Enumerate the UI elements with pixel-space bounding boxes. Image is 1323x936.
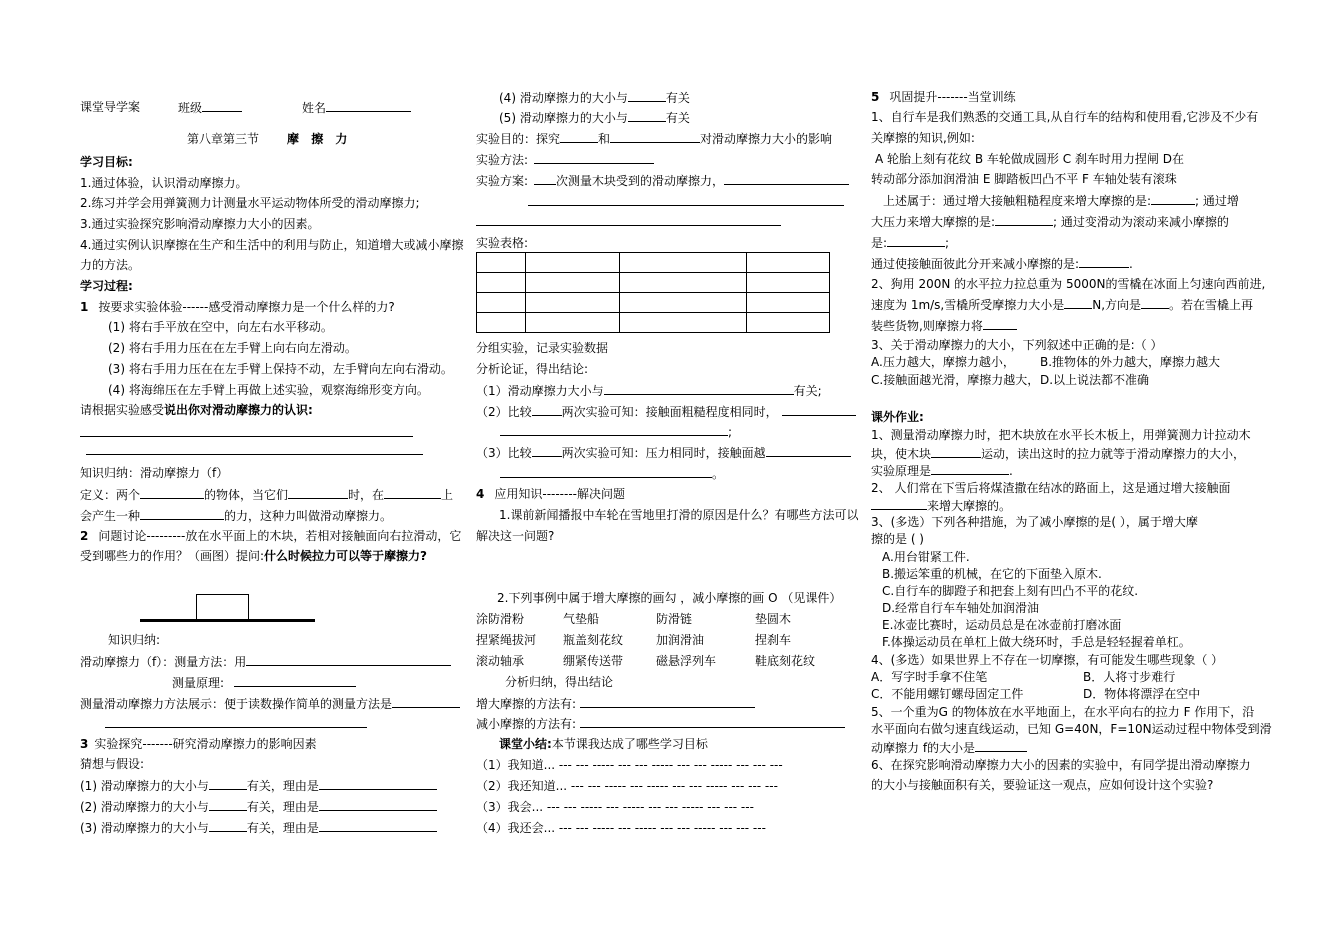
table-cell[interactable]: [620, 293, 747, 313]
homework-option: F.体操运动员在单杠上做大绕环时，手总是轻轻握着单杠。: [882, 635, 1191, 649]
section-2-line: [80, 548, 427, 564]
def-text: 的物体，当它们: [204, 488, 289, 502]
table-cell[interactable]: [747, 293, 830, 313]
section-3-title: [80, 736, 317, 752]
exercise-text: 关摩擦的知识,例如:: [871, 131, 975, 145]
measure-text: 测量滑动摩擦力方法展示：便于读数操作简单的测量方法是: [80, 697, 393, 711]
option-c: C．不能用螺钉螺母固定工件: [871, 687, 1024, 701]
definition-line: [80, 507, 392, 524]
table-cell[interactable]: [747, 273, 830, 293]
table-cell[interactable]: [526, 313, 620, 333]
analysis-text: 分析论证，得出结论:: [476, 362, 589, 376]
blank[interactable]: [1141, 296, 1169, 309]
guess-text: (4) 滑动摩擦力的大小与: [499, 91, 628, 105]
conclusion-text: 。: [712, 467, 725, 481]
option-d: D．物体将漂浮在空中: [1083, 687, 1201, 701]
goal-item: 1.通过体验，认识滑动摩擦力。: [80, 176, 248, 190]
blank[interactable]: [782, 403, 856, 416]
method-line: [476, 151, 654, 168]
guess-text: (1) 滑动摩擦力的大小与: [80, 779, 209, 793]
table-cell[interactable]: [620, 313, 747, 333]
homework-option: E.冰壶比赛时，运动员总是在冰壶前打磨冰面: [882, 618, 1122, 632]
table-cell[interactable]: [526, 253, 620, 273]
homework-heading: 课外作业:: [871, 410, 924, 424]
blank[interactable]: [534, 172, 556, 185]
page-title: [187, 131, 351, 147]
option-a: A．写字时手拿不住笔: [871, 670, 988, 684]
exercise-text: 3、关于滑动摩擦力的大小，下列叙述中正确的是:（ ）: [871, 338, 1163, 352]
conclusion-line: [476, 444, 851, 461]
blank[interactable]: [319, 777, 437, 790]
homework-option: A.用台钳紧工件.: [882, 550, 970, 564]
blank[interactable]: [983, 317, 1017, 330]
def-text: 的力，这种力叫做滑动摩擦力。: [224, 509, 393, 523]
goal-item: 力的方法。: [80, 258, 141, 272]
blank[interactable]: [384, 486, 441, 499]
section-title: 按要求实验体验------感受滑动摩擦力是一个什么样的力?: [98, 300, 395, 314]
homework-line: [871, 497, 1011, 514]
homework-text: 来增大摩擦的。: [927, 499, 1012, 513]
blank[interactable]: [628, 89, 666, 102]
prompt-bold: 说出你对滑动摩擦力的认识:: [164, 403, 313, 417]
table-cell[interactable]: [477, 293, 526, 313]
section-title: 巩固提升-------当堂训练: [889, 90, 1016, 104]
blank[interactable]: [246, 653, 451, 666]
blank[interactable]: [319, 798, 437, 811]
conclusion-text: 有关;: [793, 384, 822, 398]
answer-line[interactable]: [476, 225, 781, 226]
conclusion-line: [500, 423, 732, 440]
example-item: 涂防滑粉: [476, 612, 525, 626]
blank[interactable]: [995, 213, 1053, 226]
summary-text: 本节课我达成了哪些学习目标: [551, 737, 708, 751]
blank[interactable]: [140, 507, 224, 520]
class-label: 班级: [178, 101, 203, 115]
step-item: (1) 将右手平放在空中，向左右水平移动。: [108, 320, 333, 334]
blank[interactable]: [931, 462, 1009, 475]
blank[interactable]: [532, 444, 562, 457]
class-summary-heading: [499, 736, 708, 752]
section-1-title: [80, 299, 395, 315]
increase-label: 增大摩擦的方法有:: [476, 697, 577, 711]
answer-line[interactable]: [86, 454, 423, 455]
measure-text: 滑动摩擦力（f）：测量方法：用: [80, 655, 247, 669]
example-item: 鞋底刻花纹: [755, 654, 816, 668]
section-title: 实验探究-------研究滑动摩擦力的影响因素: [94, 737, 317, 751]
summary-heading: 知识归纳:: [108, 633, 161, 647]
section-title: 应用知识--------解决问题: [494, 487, 626, 501]
blank[interactable]: [628, 109, 666, 122]
step-item: (4) 将海绵压在左手臂上再做上述实验，观察海绵形变方向。: [108, 383, 429, 397]
exercise-text: 2、狗用 200N 的水平拉力拉总重为 5000N的雪橇在冰面上匀速向西前进,: [871, 277, 1266, 291]
blank[interactable]: [392, 695, 460, 708]
homework-text: 1、测量滑动摩擦力时，把木块放在水平长木板上，用弹簧测力计拉动木: [871, 428, 1251, 442]
homework-option: C.自行车的脚蹬子和把套上刻有凹凸不平的花纹.: [882, 584, 1139, 598]
homework-text: 2、 人们常在下雪后将煤渣撒在结冰的路面上，这是通过增大接触面: [871, 481, 1231, 495]
blank[interactable]: [209, 777, 247, 790]
chapter-label: 第八章第三节: [187, 132, 260, 146]
option-d: D.以上说法都不准确: [1040, 373, 1150, 387]
table-row: [477, 273, 830, 293]
summary-bold: 课堂小结:: [499, 737, 552, 751]
exercise-text: N,方向是: [1092, 298, 1142, 312]
table-cell[interactable]: [620, 253, 747, 273]
exercise-text: ;: [945, 236, 950, 250]
exercise-line: [871, 296, 1253, 313]
section-number: 4: [476, 487, 485, 501]
guess-text: 有关: [665, 111, 690, 125]
summary-item: （4）我还会... --- --- ----- --- ----- --- --- ----- --- --- ---: [476, 821, 766, 835]
section-4-title: [476, 486, 625, 502]
exercise-text: ; 通过增: [1195, 194, 1239, 208]
purpose-line: [476, 130, 832, 147]
guess-text: (3) 滑动摩擦力的大小与: [80, 821, 209, 835]
guess-item: [499, 89, 690, 106]
blank[interactable]: [209, 819, 247, 832]
measure-line: [80, 653, 451, 670]
guess-text: 有关，理由是: [246, 800, 319, 814]
homework-text: .: [1009, 464, 1013, 478]
step-item: (2) 将右手用力压在在左手臂上向右向左滑动。: [108, 341, 357, 355]
guess-item: [80, 777, 437, 794]
homework-option: B.搬运笨重的机械，在它的下面垫入原木.: [882, 567, 1102, 581]
table-cell[interactable]: [477, 313, 526, 333]
conclusion-line: [500, 465, 724, 482]
section-5-title: [871, 89, 1016, 105]
blank[interactable]: [532, 403, 562, 416]
induce-text: 分析归纳，得出结论: [505, 675, 614, 689]
exercise-line: [871, 317, 1017, 334]
class-field: [178, 99, 242, 116]
section-title: 问题讨论---------放在水平面上的木块，若相对接触面向右拉滑动，它: [98, 529, 462, 543]
example-item: 垫圆木: [755, 612, 792, 626]
goal-item: 3.通过实验探究影响滑动摩擦力大小的因素。: [80, 217, 320, 231]
option-c: C.接触面越光滑，摩擦力越大，: [871, 373, 1040, 387]
homework-text: 擦的是 ( ): [871, 532, 924, 546]
prompt-text: 请根据实验感受: [80, 403, 165, 417]
conclusion-text: （2）比较: [476, 405, 532, 419]
exercise-line: [871, 234, 949, 251]
def-text: 上: [441, 488, 454, 502]
conclusion-text: 两次实验可知：接触面粗糙程度相同时，: [561, 405, 778, 419]
goal-item: 2.练习并学会用弹簧测力计测量水平运动物体所受的滑动摩擦力;: [80, 196, 420, 210]
purpose-text: 对滑动摩擦力大小的影响: [700, 132, 833, 146]
question-text: 受到哪些力的作用？（画图）提问:: [80, 549, 265, 563]
guess-text: (5) 滑动摩擦力的大小与: [499, 111, 628, 125]
question-text: 1.课前新闻播报中车轮在雪地里打滑的原因是什么？有哪些方法可以: [499, 508, 859, 522]
table-label: 实验表格:: [476, 236, 529, 250]
example-item: 防滑链: [656, 612, 693, 626]
class-blank[interactable]: [202, 99, 242, 112]
guess-text: 有关，理由是: [246, 821, 319, 835]
homework-text: 实验原理是: [871, 464, 932, 478]
guess-item: [80, 819, 437, 836]
exercise-text: 大压力来增大摩擦的是:: [871, 215, 996, 229]
question-text: 2.下列事例中属于增大摩擦的画勾 ，减小摩擦的画 O （见课件）: [497, 591, 842, 605]
def-text: 时，在: [348, 488, 385, 502]
definition-line: [80, 486, 453, 503]
section-2-line: [80, 528, 461, 544]
def-text: 会产生一种: [80, 509, 141, 523]
exercise-options: 转动部分添加润滑油 E 脚踏板凹凸不平 F 车轴处装有滚珠: [871, 172, 1177, 186]
homework-text: 块，使木块: [871, 447, 932, 461]
wood-block: [196, 594, 249, 620]
experiment-table: [476, 252, 830, 333]
measure-line: [172, 674, 356, 691]
guess-item: [499, 109, 690, 126]
answer-line[interactable]: [80, 436, 413, 437]
blank[interactable]: [580, 695, 755, 708]
blank[interactable]: [871, 497, 927, 510]
table-cell[interactable]: [620, 273, 747, 293]
name-field: [302, 99, 411, 116]
section-number: 3: [80, 737, 89, 751]
blank[interactable]: [288, 486, 348, 499]
purpose-text: 实验目的：探究: [476, 132, 561, 146]
blank[interactable]: [766, 444, 851, 457]
summary-item: （3）我会... --- --- ----- --- ----- --- --- ----- --- --- ---: [476, 800, 754, 814]
blank[interactable]: [500, 465, 712, 478]
blank[interactable]: [580, 715, 845, 728]
table-cell[interactable]: [747, 253, 830, 273]
homework-text: 的大小与接触面积有关，要验证这一观点，应如何设计这个实验?: [871, 778, 1214, 792]
blank[interactable]: [1079, 255, 1129, 268]
question-bold: 什么时候拉力可以等于摩擦力?: [264, 549, 428, 563]
measure-text: 测量原理:: [172, 676, 225, 690]
blank[interactable]: [975, 739, 1027, 752]
exercise-text: 速度为 1m/s,雪橇所受摩擦力大小是: [871, 298, 1065, 312]
homework-text: 运动，读出这时的拉力就等于滑动摩擦力的大小，: [981, 447, 1246, 461]
blank[interactable]: [560, 130, 598, 143]
table-cell[interactable]: [477, 253, 526, 273]
process-heading: 学习过程:: [80, 279, 133, 293]
guess-heading: 猜想与假设:: [80, 757, 145, 771]
exercise-text: 是:: [871, 236, 888, 250]
guess-text: 有关: [665, 91, 690, 105]
example-item: 捏刹车: [755, 633, 792, 647]
prompt-line: [80, 402, 313, 418]
exercise-text: .: [1129, 257, 1133, 271]
conclusion-line: [476, 403, 856, 420]
measure-line: [80, 695, 460, 712]
conclusion-text: （3）比较: [476, 446, 532, 460]
worksheet-title: [80, 99, 140, 115]
homework-line: [871, 462, 1013, 479]
exercise-line: [871, 255, 1133, 272]
table-cell[interactable]: [477, 273, 526, 293]
example-item: 磁悬浮列车: [656, 654, 717, 668]
conclusion-text: （1）滑动摩擦力大小与: [476, 384, 604, 398]
exercise-text: ; 通过变滑动为滚动来减小摩擦的: [1053, 215, 1229, 229]
step-item: (3) 将右手用力压在在左手臂上保持不动，左手臂向左向右滑动。: [108, 362, 453, 376]
table-cell[interactable]: [526, 273, 620, 293]
doc-title: 课堂导学案: [80, 100, 141, 114]
option-a: A.压力越大，摩擦力越小，: [871, 355, 1015, 369]
section-number: 5: [871, 90, 880, 104]
blank[interactable]: [931, 445, 981, 458]
blank[interactable]: [887, 234, 945, 247]
answer-line[interactable]: [105, 727, 367, 728]
goals-heading: 学习目标:: [80, 155, 133, 169]
exercise-line: [871, 213, 1229, 230]
ground-surface: [140, 619, 315, 622]
blank[interactable]: [500, 423, 728, 436]
blank[interactable]: [140, 486, 204, 499]
exercise-line: [883, 192, 1239, 209]
summary-heading: 知识归纳：滑动摩擦力（f）: [80, 466, 229, 480]
blank[interactable]: [319, 819, 437, 832]
table-cell[interactable]: [526, 293, 620, 313]
table-row: [477, 253, 830, 273]
blank[interactable]: [610, 130, 700, 143]
conclusion-text: 两次实验可知：压力相同时，接触面越: [561, 446, 766, 460]
blank[interactable]: [534, 151, 654, 164]
increase-line: [476, 695, 755, 712]
exercise-text: 通过使接触面彼此分开来减小摩擦的是:: [871, 257, 1080, 271]
table-cell[interactable]: [747, 313, 830, 333]
homework-text: 5、一个重为G 的物体放在水平地面上，在水平向右的拉力 F 作用下，沿: [871, 705, 1255, 719]
block-on-surface-diagram: [140, 592, 315, 624]
example-item: 绷紧传送带: [563, 654, 624, 668]
example-item: 捏紧绳拔河: [476, 633, 537, 647]
exercise-text: 上述属于：通过增大接触粗糙程度来增大摩擦的是:: [883, 194, 1152, 208]
topic-title: 摩 擦 力: [287, 132, 352, 146]
guess-text: 有关，理由是: [246, 779, 319, 793]
decrease-label: 减小摩擦的方法有:: [476, 717, 577, 731]
name-label: 姓名: [302, 101, 327, 115]
exercise-text: 。若在雪橇上再: [1169, 298, 1254, 312]
section-number: 2: [80, 529, 89, 543]
summary-item: （2）我还知道... --- --- ----- --- ----- --- --- ----- --- --- ---: [476, 779, 778, 793]
homework-line: [871, 739, 1027, 756]
decrease-line: [476, 715, 845, 732]
plan-text: 次测量木块受到的滑动摩擦力，: [556, 174, 725, 188]
example-item: 瓶盖刻花纹: [563, 633, 624, 647]
option-b: B．人将寸步难行: [1083, 670, 1176, 684]
blank[interactable]: [1064, 296, 1092, 309]
exercise-options: A 轮胎上刻有花纹 B 车轮做成圆形 C 刹车时用力捏闸 D在: [875, 152, 1184, 166]
method-label: 实验方法:: [476, 153, 529, 167]
blank[interactable]: [724, 172, 849, 185]
goal-item: 4.通过实例认识摩擦在生产和生活中的利用与防止，知道增大或减小摩擦: [80, 238, 464, 252]
homework-option: D.经常自行车车轴处加润滑油: [882, 601, 1040, 615]
guess-item: [80, 798, 437, 815]
summary-item: （1）我知道... --- --- ----- --- --- ----- --- --- ----- --- --- ---: [476, 758, 783, 772]
conclusion-line: [476, 382, 822, 399]
homework-text: 6、在探究影响滑动摩擦力大小的因素的实验中，有同学提出滑动摩擦力: [871, 758, 1251, 772]
example-item: 滚动轴承: [476, 654, 525, 668]
name-blank[interactable]: [326, 99, 411, 112]
table-row: [477, 293, 830, 313]
blank[interactable]: [209, 798, 247, 811]
group-text: 分组实验，记录实验数据: [476, 341, 609, 355]
plan-line: [476, 172, 849, 189]
exercise-text: 1、自行车是我们熟悉的交通工具,从自行车的结构和使用看,它涉及不少有: [871, 110, 1259, 124]
example-item: 加润滑油: [656, 633, 705, 647]
exercise-text: 装些货物,则摩擦力将: [871, 319, 983, 333]
section-number: 1: [80, 300, 89, 314]
blank[interactable]: [234, 674, 356, 687]
plan-label: 实验方案:: [476, 174, 529, 188]
example-item: 气垫船: [563, 612, 600, 626]
guess-text: (2) 滑动摩擦力的大小与: [80, 800, 209, 814]
purpose-text: 和: [598, 132, 611, 146]
answer-line[interactable]: [528, 205, 844, 206]
table-row: [477, 313, 830, 333]
homework-line: [871, 445, 1245, 462]
option-b: B.推物体的外力越大，摩擦力越大: [1040, 355, 1221, 369]
def-text: 定义：两个: [80, 488, 141, 502]
conclusion-text: ;: [728, 425, 733, 439]
homework-text: 水平面向右做匀速直线运动，已知 G=40N，F=10N运动过程中物体受到滑: [871, 722, 1272, 736]
homework-text: 3、(多选）下列各种措施，为了减小摩擦的是( ），属于增大摩: [871, 515, 1198, 529]
homework-text: 4、(多选）如果世界上不存在一切摩擦，有可能发生哪些现象（ ）: [871, 653, 1224, 667]
blank[interactable]: [604, 382, 794, 395]
blank[interactable]: [1151, 192, 1195, 205]
homework-text: 动摩擦力 f的大小是: [871, 741, 976, 755]
question-text: 解决这一问题?: [476, 529, 555, 543]
